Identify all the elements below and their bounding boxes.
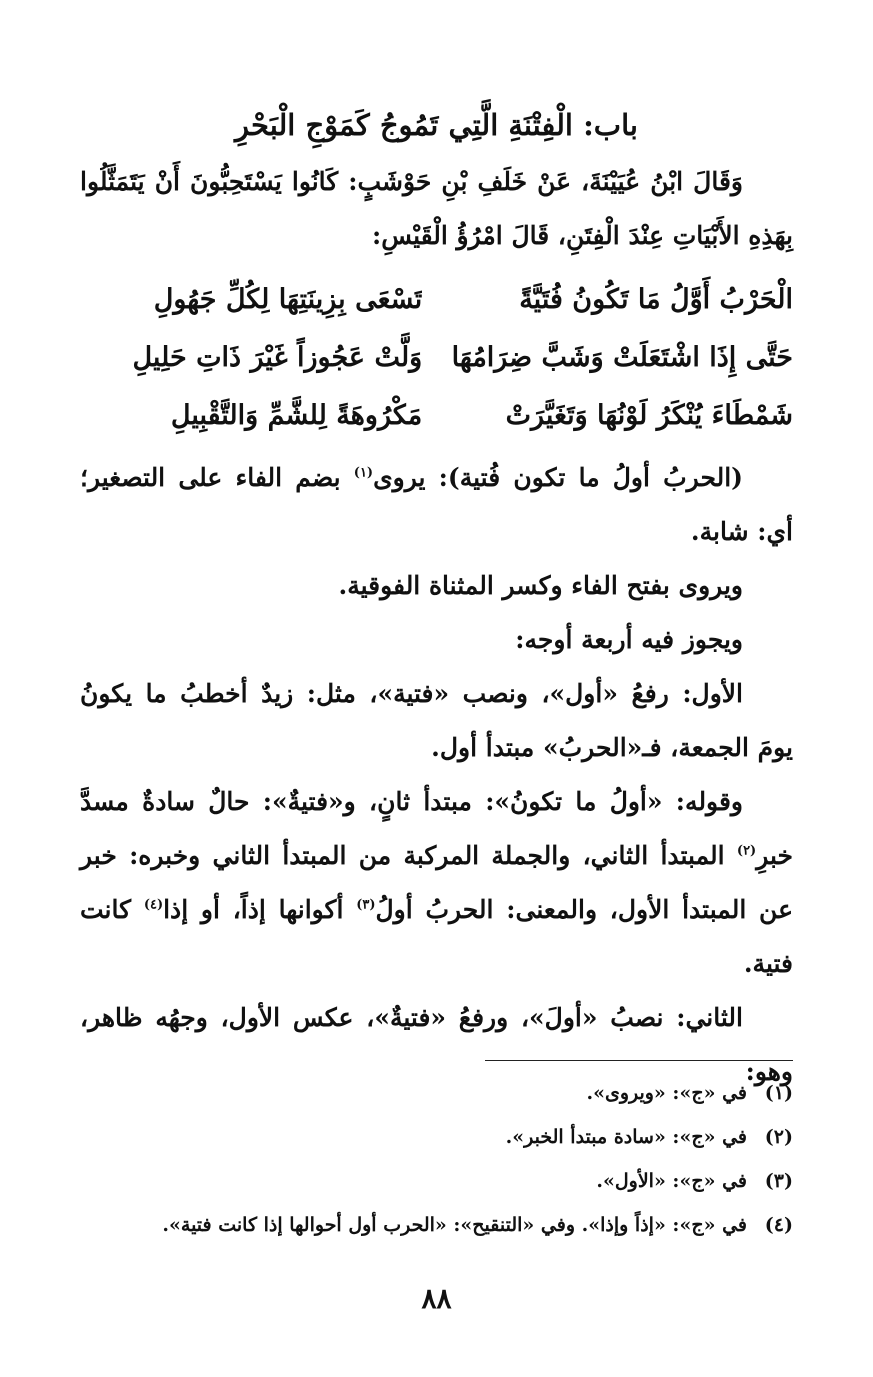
footnote-number: (٢) <box>764 1126 793 1148</box>
text-run: (الحربُ أولُ ما تكون فُتية): يروى <box>373 463 743 492</box>
verse-first-hemistich: حَتَّى إِذَا اشْتَعَلَتْ وَشَبَّ ضِرَامُهَا <box>451 342 793 373</box>
commentary-paragraph: ويروى بفتح الفاء وكسر المثناة الفوقية. <box>338 571 743 600</box>
footnote-number: (١) <box>764 1082 793 1104</box>
verse-second-hemistich: مَكْرُوهَةً لِلشَّمِّ وَالتَّقْبِيلِ <box>170 400 423 431</box>
intro-paragraph: وَقَالَ ابْنُ عُيَيْنَةَ، عَنْ خَلَفِ بْنِ حَوْشَبٍ: كَانُوا يَسْتَحِبُّونَ أَنْ يَتَمَثَّلُوا بِهَذِهِ الأَبْيَاتِ عِنْدَ الْفِتَنِ، قَالَ امْرُؤُ الْقَيْسِ: <box>80 167 793 250</box>
verse-first-hemistich: الْحَرْبُ أَوَّلُ مَا تَكُونُ فُتَيَّةً <box>519 284 793 315</box>
footnote-marker[interactable]: (١) <box>353 465 374 481</box>
footnote-text: في «ج»: «الأول». <box>596 1170 747 1192</box>
footnote <box>80 1071 793 1115</box>
commentary-paragraph: ويجوز فيه أربعة أوجه: <box>515 625 743 654</box>
footnote <box>80 1203 793 1247</box>
page-number: ٨٨ <box>421 1282 452 1315</box>
verse-second-hemistich: تَسْعَى بِزِينَتِهَا لِكُلِّ جَهُولِ <box>153 284 423 315</box>
text-run: المبتدأ الثاني، والجملة المركبة من المبتدأ الثاني وخبره: خبر عن المبتدأ الأول، والمعنى: الحربُ أولُ <box>80 841 793 924</box>
footnote-marker[interactable]: (٤) <box>143 897 164 913</box>
commentary-paragraph <box>80 451 793 559</box>
verse-line <box>80 329 793 387</box>
footnote <box>80 1115 793 1159</box>
footnote-number: (٤) <box>764 1214 793 1236</box>
text-run: كانت فتية. <box>80 895 793 978</box>
footnote-marker[interactable]: (٢) <box>736 843 757 859</box>
footnote-text: في «ج»: «سادة مبتدأ الخبر». <box>505 1126 747 1148</box>
footnote-number: (٣) <box>764 1170 793 1192</box>
verse-first-hemistich: شَمْطَاءَ يُنْكَرُ لَوْنُهَا وَتَغَيَّرَتْ <box>505 400 793 431</box>
text-run: وقوله: «أولُ ما تكونُ»: مبتدأ ثانٍ، و«فتيةٌ»: حالٌ سادةٌ مسدَّ خبرِ <box>80 787 793 870</box>
footnote-text: في «ج»: «ويروى». <box>586 1082 747 1104</box>
verse-line <box>80 387 793 445</box>
chapter-title: باب: الْفِتْنَةِ الَّتِي تَمُوجُ كَمَوْجِ الْبَحْرِ <box>235 108 638 142</box>
text-run: بضم الفاء على التصغير؛ أي: شابة. <box>80 463 793 546</box>
commentary-paragraph: الأول: رفعُ «أول»، ونصب «فتية»، مثل: زيدٌ أخطبُ ما يكونُ يومَ الجمعة، فـ«الحربُ» مبتدأ أول. <box>80 679 793 762</box>
verse-line <box>80 271 793 329</box>
footnotes-section <box>80 1060 793 1247</box>
page-body <box>80 95 793 1099</box>
footnote <box>80 1159 793 1203</box>
text-run: أكوانها إذاً، أو إذا <box>163 895 357 924</box>
commentary-paragraph: الثاني: نصبُ «أولَ»، ورفعُ «فتيةٌ»، عكس الأول، وجهُه ظاهر، وهو: <box>80 1003 793 1086</box>
commentary-paragraph <box>80 775 793 991</box>
verse-second-hemistich: وَلَّتْ عَجُوزاً غَيْرَ ذَاتِ حَلِيلِ <box>132 342 423 373</box>
poem <box>80 271 793 445</box>
footnote-divider <box>485 1060 793 1061</box>
footnote-text: في «ج»: «إذاً وإذا». وفي «التنقيح»: «الحرب أول أحوالها إذا كانت فتية». <box>162 1214 747 1236</box>
footnote-marker[interactable]: (٣) <box>356 897 376 913</box>
